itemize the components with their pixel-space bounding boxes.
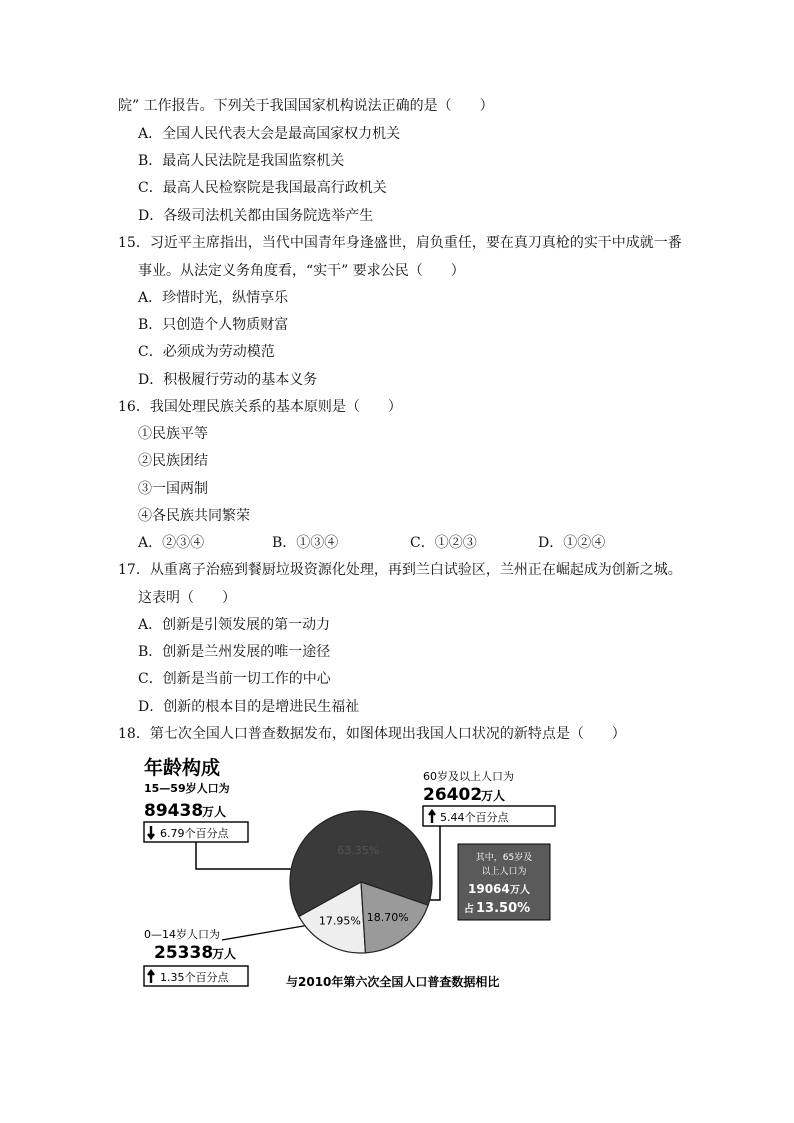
q16-option-a[interactable]: A．②③④ (138, 535, 205, 551)
q16-item-4: ④各民族共同繁荣 (138, 508, 250, 524)
age0-14-desc: 0—14岁人口为 (144, 928, 220, 941)
q16-item-1: ①民族平等 (138, 426, 208, 442)
age60-desc: 60岁及以上人口为 (423, 770, 514, 783)
q15-option-d[interactable]: D．积极履行劳动的基本义务 (138, 372, 318, 388)
age15-59-unit: 万人 (202, 805, 227, 819)
q15-option-b[interactable]: B．只创造个人物质财富 (138, 317, 289, 333)
q15-option-c[interactable]: C．必须成为劳动模范 (138, 344, 275, 360)
q15-option-a[interactable]: A．珍惜时光，纵情享乐 (138, 290, 289, 306)
q14-option-c[interactable]: C．最高人民检察院是我国最高行政机关 (138, 180, 387, 196)
q16-options-row (138, 533, 638, 553)
age65-share: 13.50% (476, 901, 531, 916)
age15-59-leader-line (196, 842, 292, 869)
age60-unit: 万人 (481, 789, 506, 803)
q14-option-d[interactable]: D．各级司法机关都由国务院选举产生 (138, 208, 374, 224)
q17-stem-line2: 这表明（ ） (138, 590, 236, 606)
age65-unit: 万人 (510, 885, 530, 896)
age60-change: 5.44个百分点 (440, 811, 509, 824)
q17-option-a[interactable]: A．创新是引领发展的第一动力 (138, 617, 331, 633)
q18-stem: 18．第七次全国人口普查数据发布，如图体现出我国人口状况的新特点是（ ） (118, 726, 626, 742)
slice-age0-14-label: 17.95% (318, 914, 361, 928)
q17-option-c[interactable]: C．创新是当前一切工作的中心 (138, 671, 331, 687)
chart-title: 年龄构成 (144, 757, 221, 779)
q14-option-b[interactable]: B．最高人民法院是我国监察机关 (138, 153, 345, 169)
slice-age15-59-label: 63.35% (337, 844, 380, 858)
age65-desc2: 以上人口为 (481, 867, 527, 877)
q17-stem-line1: 17．从重离子治癌到餐厨垃圾资源化处理，再到兰白试验区，兰州正在崛起成为创新之城。 (118, 562, 682, 578)
age15-59-change: 6.79个百分点 (160, 827, 229, 840)
q15-stem-line1: 15．习近平主席指出，当代中国青年身逢盛世，肩负重任，要在真刀真枪的实干中成就一番 (118, 235, 682, 251)
q17-option-d[interactable]: D．创新的根本目的是增进民生福祉 (138, 699, 360, 715)
q16-option-d[interactable]: D．①②④ (538, 535, 606, 551)
age65-desc1: 其中，65岁及 (475, 853, 533, 863)
age15-59-value: 89438 (144, 801, 204, 821)
q16-item-2: ②民族团结 (138, 453, 208, 469)
q15-stem-line2: 事业。从法定义务角度看，“实干” 要求公民（ ） (138, 263, 465, 279)
age60-value: 26402 (423, 785, 483, 805)
q17-option-b[interactable]: B．创新是兰州发展的唯一途径 (138, 644, 331, 660)
q16-option-b[interactable]: B．①③④ (272, 535, 339, 551)
q16-item-3: ③一国两制 (138, 481, 208, 497)
age0-14-leader-line (222, 924, 315, 940)
q14-option-a[interactable]: A．全国人民代表大会是最高国家权力机关 (138, 126, 401, 142)
age0-14-value: 25338 (154, 943, 214, 963)
age0-14-change: 1.35个百分点 (160, 971, 229, 984)
pie (290, 811, 432, 953)
chart-footer: 与2010年第六次全国人口普查数据相比 (286, 975, 500, 989)
q16-option-c[interactable]: C．①②③ (410, 535, 477, 551)
population-pie-figure (140, 750, 590, 1002)
q16-stem: 16．我国处理民族关系的基本原则是（ ） (118, 399, 402, 415)
age0-14-unit: 万人 (212, 947, 237, 961)
slice-age60-label: 18.70% (366, 911, 409, 924)
age15-59-desc: 15—59岁人口为 (144, 782, 230, 795)
age65-share-prefix: 占 (464, 904, 474, 915)
q14-stem: 院” 工作报告。下列关于我国国家机构说法正确的是（ ） (118, 98, 494, 114)
age65-value: 19064 (468, 882, 510, 896)
